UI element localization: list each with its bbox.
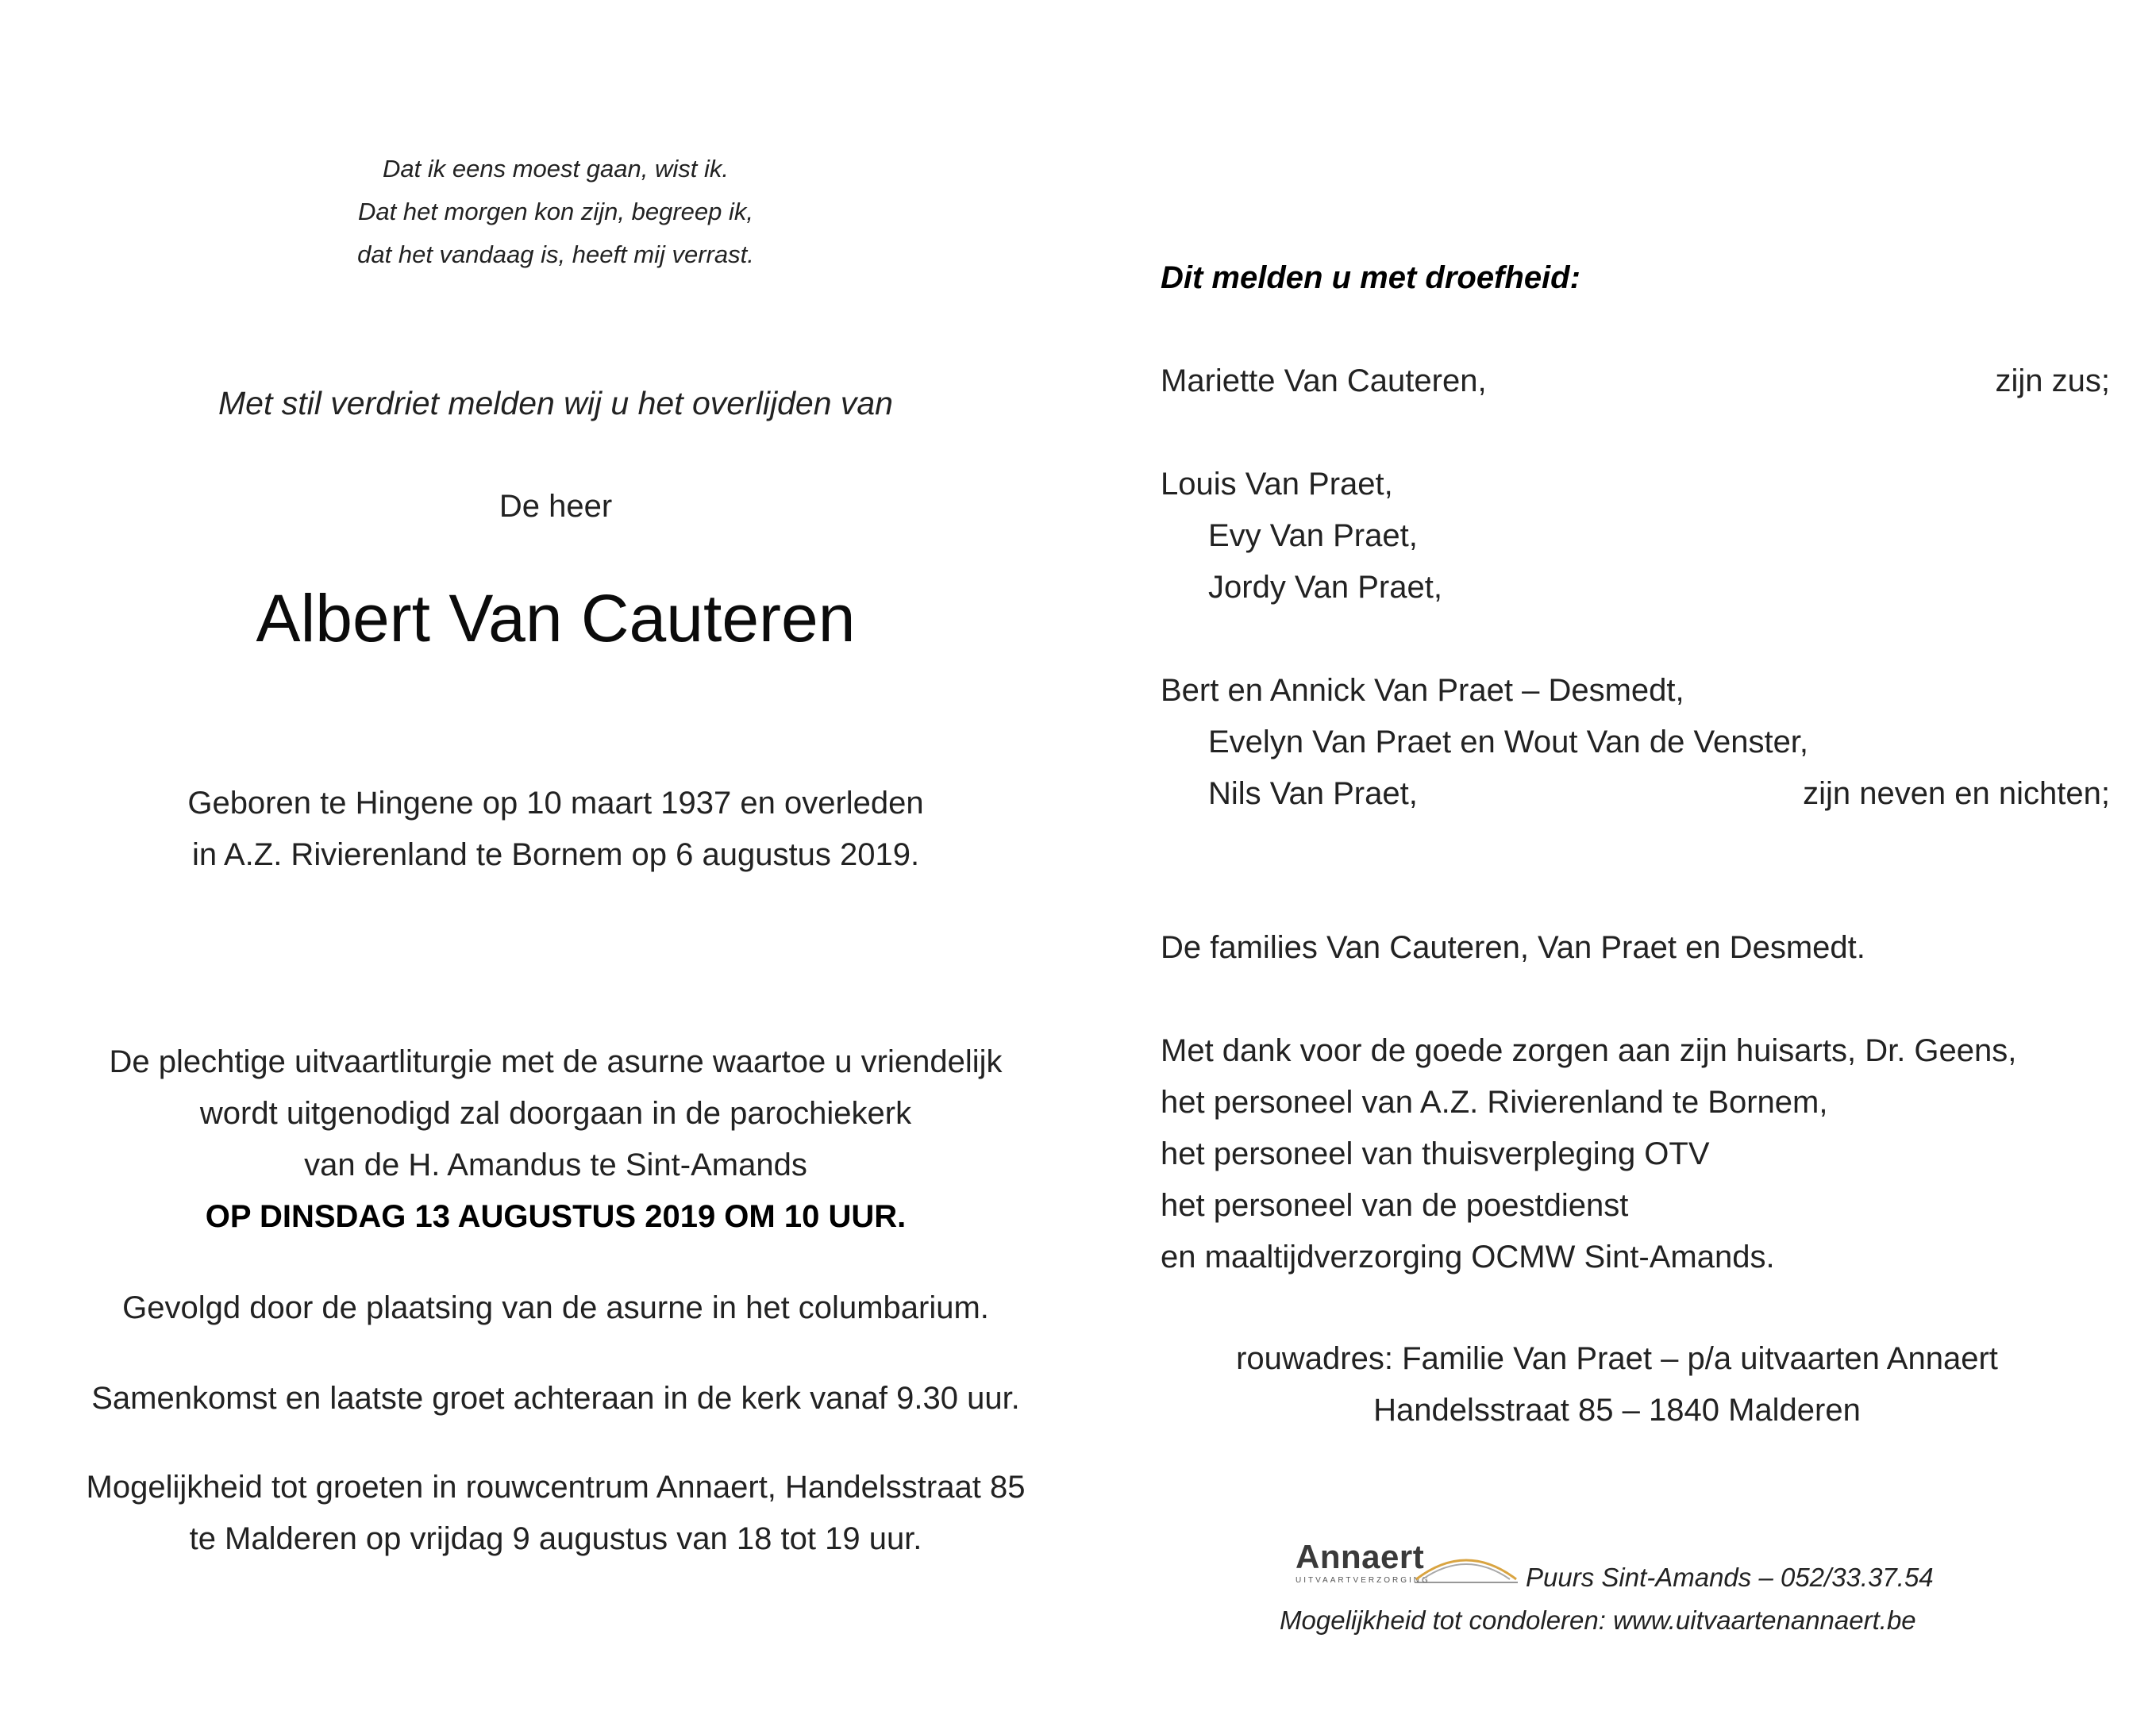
birth-line: Geboren te Hingene op 10 maart 1937 en overleden: [187, 786, 924, 821]
visitation-line: Mogelijkheid tot groeten in rouwcentrum Annaert, Handelsstraat 85: [86, 1470, 1026, 1505]
ceremony-line: wordt uitgenodigd zal doorgaan in de parochiekerk: [199, 1096, 912, 1131]
poem-line: Dat het morgen kon zijn, begreep ik,: [358, 198, 753, 225]
mourner-name: Nils Van Praet,: [1208, 776, 1418, 811]
mourner-name: Evelyn Van Praet en Wout Van de Venster,: [1208, 725, 1809, 759]
thanks-block: [1161, 1025, 2016, 1283]
mourner-sister: Mariette Van Cauteren,: [1161, 363, 1487, 398]
visitation-info: [32, 1462, 1080, 1565]
thanks-line: het personeel van de poestdienst: [1161, 1188, 1629, 1223]
mourner-name: Louis Van Praet,: [1161, 467, 1393, 502]
address-line: Handelsstraat 85 – 1840 Malderen: [1373, 1393, 1861, 1428]
mourners-heading: Dit melden u met droefheid:: [1161, 260, 1580, 295]
deceased-name: Albert Van Cauteren: [256, 581, 856, 656]
condolence-website: Mogelijkheid tot condoleren: www.uitvaartenannaert.be: [1280, 1605, 1916, 1635]
thanks-line: het personeel van A.Z. Rivierenland te Bornem,: [1161, 1085, 1828, 1120]
relation-cousins: zijn neven en nichten;: [1803, 776, 2110, 811]
relation-sister: zijn zus;: [1995, 363, 2110, 398]
mourner-name: Evy Van Praet,: [1208, 518, 1418, 553]
poem: [159, 148, 953, 276]
visitation-line: te Malderen op vrijdag 9 augustus van 18 tot 19 uur.: [189, 1521, 922, 1556]
funeral-home-contact: Puurs Sint-Amands – 052/33.37.54: [1526, 1563, 1934, 1592]
ceremony-line: De plechtige uitvaartliturgie met de asurne waartoe u vriendelijk: [109, 1044, 1003, 1079]
ceremony-date: OP DINSDAG 13 AUGUSTUS 2019 OM 10 UUR.: [205, 1199, 907, 1234]
families-line: De families Van Cauteren, Van Praet en Desmedt.: [1161, 930, 1865, 965]
ceremony-line: van de H. Amandus te Sint-Amands: [304, 1148, 807, 1182]
birth-death-info: [79, 778, 1032, 881]
deceased-title: De heer: [499, 489, 613, 524]
logo-arc-icon: [1415, 1548, 1518, 1587]
logo-subtitle: UITVAARTVERZORGING: [1296, 1576, 1430, 1585]
mourner-name: Bert en Annick Van Praet – Desmedt,: [1161, 673, 1684, 708]
poem-line: dat het vandaag is, heeft mij verrast.: [357, 240, 754, 268]
mourner-name: Jordy Van Praet,: [1208, 570, 1442, 605]
columbarium-note: Gevolgd door de plaatsing van de asurne in het columbarium.: [122, 1290, 989, 1325]
thanks-line: Met dank voor de goede zorgen aan zijn huisarts, Dr. Geens,: [1161, 1033, 2017, 1068]
ceremony-info: [32, 1036, 1080, 1243]
mourning-address: [1161, 1333, 2073, 1436]
thanks-line: en maaltijdverzorging OCMW Sint-Amands.: [1161, 1240, 1775, 1275]
annaert-logo: [1296, 1540, 1518, 1595]
announcement: Met stil verdriet melden wij u het overlijden van: [218, 385, 893, 421]
thanks-line: het personeel van thuisverpleging OTV: [1161, 1136, 1710, 1171]
gathering-note: Samenkomst en laatste groet achteraan in de kerk vanaf 9.30 uur.: [91, 1381, 1020, 1416]
poem-line: Dat ik eens moest gaan, wist ik.: [383, 155, 729, 183]
address-line: rouwadres: Familie Van Praet – p/a uitvaarten Annaert: [1236, 1341, 1998, 1376]
death-line: in A.Z. Rivierenland te Bornem op 6 augustus 2019.: [191, 837, 920, 872]
logo-name: Annaert: [1296, 1538, 1425, 1575]
